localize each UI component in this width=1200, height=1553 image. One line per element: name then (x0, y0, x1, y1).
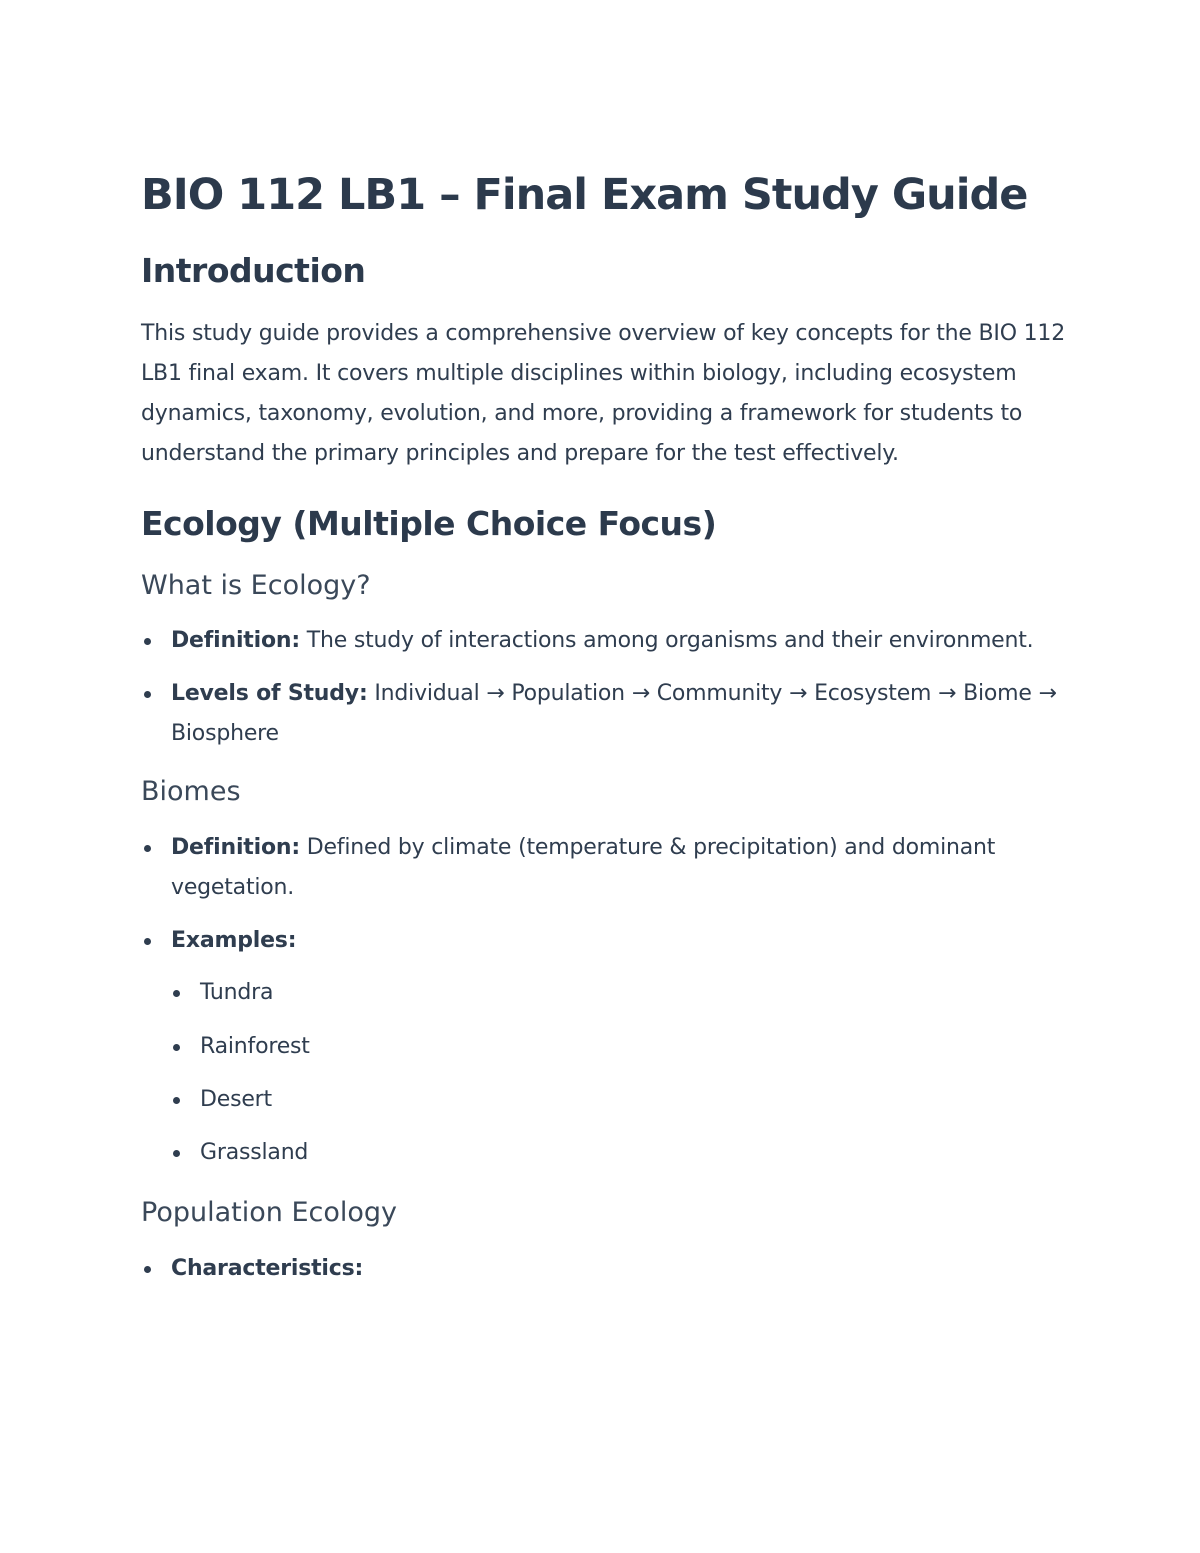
bullet-icon (144, 845, 151, 852)
item-label: Definition: (171, 835, 300, 860)
biome-example-item (141, 1080, 1071, 1120)
what-is-ecology-heading: What is Ecology? (141, 570, 371, 601)
item-text: Grassland (200, 1140, 309, 1165)
intro-heading: Introduction (141, 251, 366, 290)
bullet-icon (144, 938, 151, 945)
bullet-icon (173, 1150, 180, 1157)
bullet-icon (173, 990, 180, 997)
item-label: Characteristics: (171, 1256, 364, 1281)
item-text: The study of interactions among organisms and their environment. (299, 628, 1034, 653)
list-item (141, 828, 1071, 908)
document-title: BIO 112 LB1 – Final Exam Study Guide (141, 170, 1028, 220)
item-text: Individual → Population → Community → Ecosystem → Biome → Biosphere (171, 681, 1057, 746)
item-label: Definition: (171, 628, 300, 653)
bullet-icon (144, 691, 151, 698)
item-label: Levels of Study: (171, 681, 368, 706)
population-ecology-heading: Population Ecology (141, 1197, 397, 1228)
bullet-icon (173, 1097, 180, 1104)
bullet-icon (144, 1266, 151, 1273)
biome-example-item (141, 1027, 1071, 1067)
biome-example-item (141, 1133, 1071, 1173)
item-text: Defined by climate (temperature & precipitation) and dominant vegetation. (171, 835, 996, 900)
biome-example-item (141, 973, 1071, 1013)
list-item (141, 921, 1071, 961)
what-is-ecology-list (141, 621, 1071, 754)
biomes-list (141, 828, 1071, 1173)
bullet-icon (173, 1044, 180, 1051)
population-ecology-list (141, 1249, 1071, 1289)
bullet-icon (144, 638, 151, 645)
item-text: Rainforest (200, 1034, 310, 1059)
item-label: Examples: (171, 928, 297, 953)
list-item (141, 674, 1071, 754)
biomes-heading: Biomes (141, 776, 241, 807)
ecology-heading: Ecology (Multiple Choice Focus) (141, 504, 717, 543)
list-item (141, 621, 1071, 661)
intro-paragraph: This study guide provides a comprehensive overview of key concepts for the BIO 112 LB1 final exam. It covers multiple disciplines within biology, including ecosystem dynamics, taxonomy, evolution, and more, providing a framework for students to understand the primary principles and prepare for the test effectively. (141, 321, 1066, 466)
document-page (141, 166, 1071, 1289)
item-text: Tundra (200, 980, 274, 1005)
list-item (141, 1249, 1071, 1289)
item-text: Desert (200, 1087, 272, 1112)
